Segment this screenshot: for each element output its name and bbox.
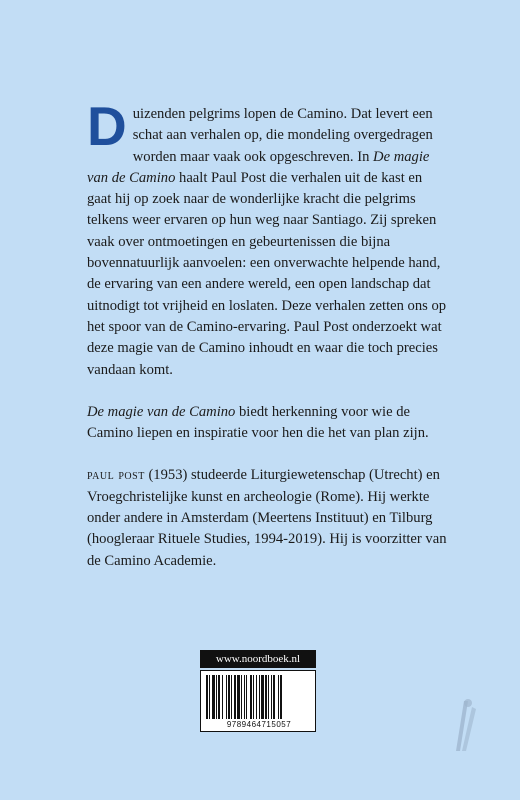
blurb-text (87, 95, 447, 572)
barcode-bar (222, 675, 223, 719)
barcode-bar (261, 675, 264, 719)
drop-cap: D (87, 95, 127, 157)
book-title-inline-2: De magie van de Camino (87, 403, 236, 420)
barcode-bar (228, 675, 230, 719)
barcode-bar (218, 675, 220, 719)
author-name: paul post (87, 467, 145, 484)
blurb-text-2: biedt herkenning voor wie de Camino liepen en inspiratie voor hen die het van plan zijn. (87, 403, 429, 442)
publisher-url: www.noordboek.nl (200, 650, 316, 668)
barcode-bar (271, 675, 272, 719)
barcode-bar (231, 675, 232, 719)
barcode (200, 670, 316, 732)
book-title-inline-1: De magie van de Camino (87, 148, 430, 186)
barcode-bar (212, 675, 215, 719)
barcode-bar (259, 675, 260, 719)
author-bio (87, 465, 447, 571)
barcode-block (200, 650, 320, 732)
blurb-text-1b: haalt Paul Post die verhalen uit de kast en gaat hij op zoek naar de wonderlijke kracht die pelgrims telkens weer ervaren op hun weg naar Santiago. Zij spreken vaak over ontmoetingen en gebeurtenissen die bijna bovennatuurlijk aanvoelen: een onverwachte helpende hand, de ervaring van een andere wereld, een open landschap dat uitnodigt tot vrijheid en loslaten. Deze verhalen zetten ons op het spoor van de Camino-ervaring. Paul Post onderzoekt wat deze magie van de Camino inhoudt en waar die toch precies vandaan komt. (87, 169, 447, 378)
barcode-bars (205, 675, 313, 719)
barcode-bar (278, 675, 279, 719)
barcode-bar (256, 675, 257, 719)
barcode-bar (253, 675, 254, 719)
barcode-bar (237, 675, 240, 719)
author-bio-text: (1953) studeerde Liturgiewetenschap (Utrecht) en Vroegchristelijke kunst en archeologie (Rome). Hij werkte onder andere in Amsterdam (Meertens Instituut) en Tilburg (hoogleraar Rituele Studies, 1994-2019). Hij is voorzitter van de Camino Academie. (87, 467, 447, 569)
barcode-bar (209, 675, 210, 719)
barcode-bar (206, 675, 208, 719)
barcode-bar (226, 675, 227, 719)
barcode-bar (273, 675, 275, 719)
barcode-bar (216, 675, 217, 719)
blurb-text-1a: uizenden pelgrims lopen de Camino. Dat levert een schat aan verhalen op, die mondeling overgedragen worden maar vaak ook opgeschreven. In (132, 106, 433, 165)
blurb-paragraph-2 (87, 402, 447, 445)
barcode-bar (244, 675, 245, 719)
barcode-bar (246, 675, 247, 719)
barcode-bar (268, 675, 269, 719)
publisher-logo-icon (438, 695, 490, 755)
barcode-bar (280, 675, 282, 719)
barcode-bar (241, 675, 242, 719)
isbn-number: 9789464715057 (226, 720, 292, 729)
barcode-bar (250, 675, 252, 719)
barcode-bar (234, 675, 236, 719)
barcode-bar (265, 675, 267, 719)
blurb-paragraph-1 (87, 95, 447, 381)
